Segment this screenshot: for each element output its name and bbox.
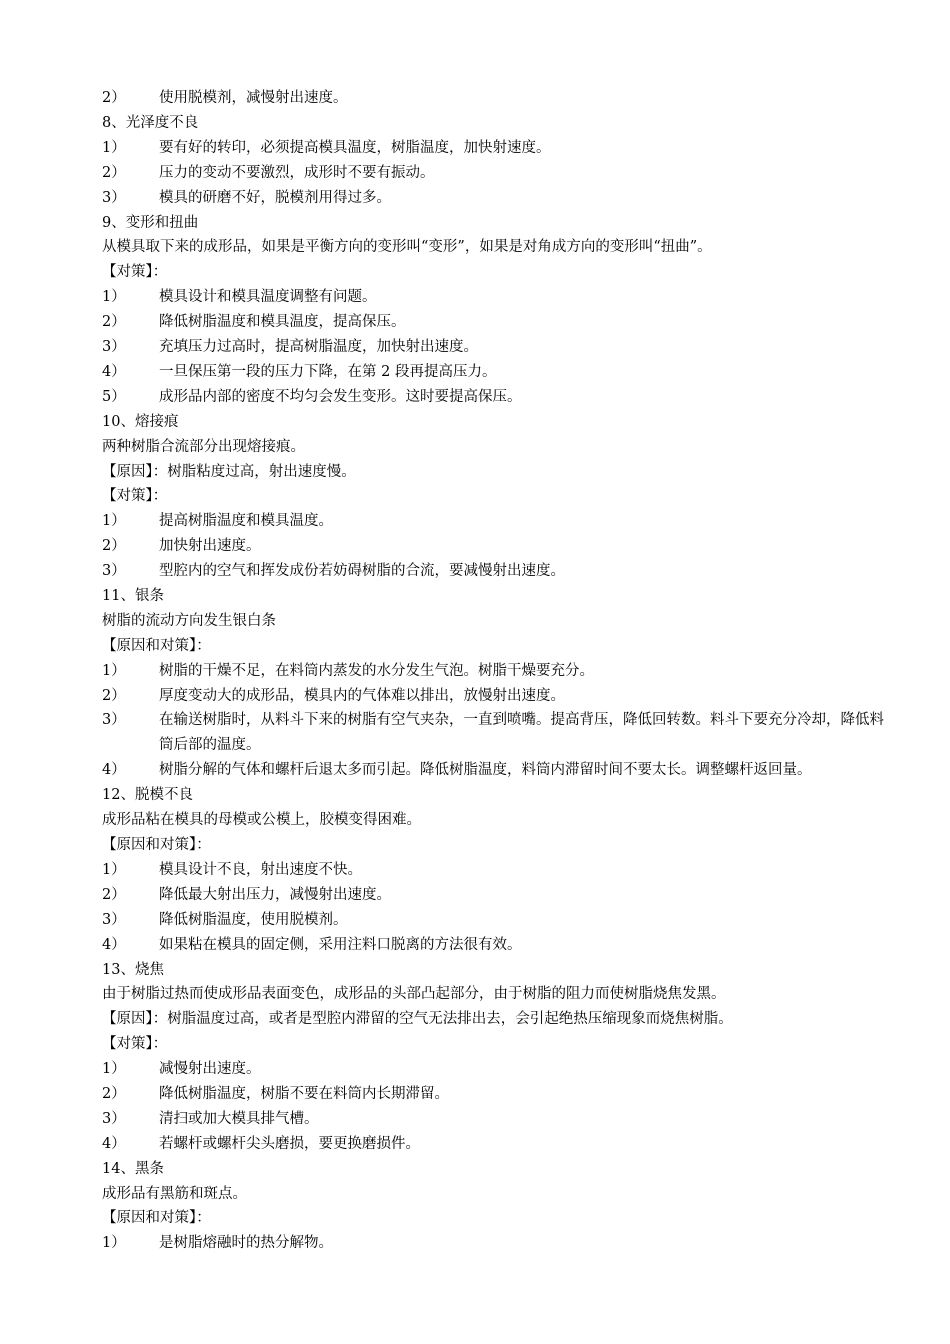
- list-item: [102, 534, 892, 559]
- paragraph: 【原因和对策】：: [102, 836, 211, 853]
- section-heading: 13、烧焦: [102, 961, 164, 978]
- list-item: [102, 684, 892, 709]
- list-item-number: 3）: [102, 563, 126, 580]
- list-item-number: 2）: [102, 90, 126, 106]
- list-item-text: 树脂分解的气体和螺杆后退太多而引起。降低树脂温度，料筒内滞留时间不要太长。调整螺杆返回量。: [159, 762, 812, 779]
- list-item-number: 2）: [102, 314, 126, 331]
- list-item: [102, 86, 892, 111]
- list-item-number: 4）: [102, 363, 126, 380]
- paragraph: 【原因和对策】：: [102, 637, 211, 654]
- paragraph: 树脂的流动方向发生银白条: [102, 612, 276, 629]
- section-heading: 9、变形和扭曲: [102, 214, 199, 231]
- list-item: [102, 186, 892, 211]
- list-item-number: 2）: [102, 1085, 126, 1102]
- list-item-text: 减慢射出速度。: [159, 1061, 261, 1078]
- list-item-text: 厚度变动大的成形品，模具内的气体难以排出，放慢射出速度。: [159, 687, 565, 704]
- list-item: [102, 1107, 892, 1132]
- list-item-number: 5）: [102, 388, 126, 405]
- list-item-text: 要有好的转印，必须提高模具温度，树脂温度，加快射速度。: [159, 139, 551, 156]
- list-item-text: 是树脂熔融时的热分解物。: [159, 1235, 333, 1252]
- list-item: [102, 659, 892, 684]
- list-item-text: 在输送树脂时，从料斗下来的树脂有空气夹杂，一直到喷嘴。提高背压，降低回转数。料斗下要充分冷却，降低料筒后部的温度。: [159, 712, 884, 754]
- list-item-number: 3）: [102, 189, 126, 206]
- section-heading: 11、银条: [102, 588, 164, 604]
- section-heading: 10、熔接痕: [102, 413, 179, 430]
- paragraph: 【对策】：: [102, 264, 168, 281]
- list-item-text: 成形品内部的密度不均匀会发生变形。这时要提高保压。: [159, 388, 522, 405]
- paragraph: 【原因】：树脂温度过高，或者是型腔内滞留的空气无法排出去，会引起绝热压缩现象而烧焦树脂。: [102, 1011, 733, 1028]
- paragraph: 【对策】：: [102, 1036, 168, 1053]
- list-item-text: 降低最大射出压力，减慢射出速度。: [159, 886, 391, 903]
- list-item-text: 树脂的干燥不足，在料筒内蒸发的水分发生气泡。树脂干燥要充分。: [159, 662, 594, 679]
- paragraph: 成形品粘在模具的母模或公模上，胶模变得困难。: [102, 812, 421, 829]
- list-item-number: 3）: [102, 712, 126, 729]
- list-item: [102, 161, 892, 186]
- list-item-number: 4）: [102, 762, 126, 779]
- list-item-text: 降低树脂温度，树脂不要在料筒内长期滞留。: [159, 1085, 449, 1102]
- list-item-number: 4）: [102, 936, 126, 953]
- list-item: [102, 883, 892, 908]
- list-item: [102, 708, 892, 758]
- list-item: [102, 385, 892, 410]
- list-item: [102, 1132, 892, 1157]
- list-item: [102, 858, 892, 883]
- list-item-number: 3）: [102, 339, 126, 355]
- list-item-number: 3）: [102, 911, 126, 928]
- list-item-text: 一旦保压第一段的压力下降，在第 2 段再提高压力。: [159, 363, 497, 380]
- list-item-text: 使用脱模剂，减慢射出速度。: [159, 90, 348, 106]
- paragraph: 【对策】：: [102, 488, 168, 505]
- paragraph: 成形品有黑筋和斑点。: [102, 1185, 247, 1202]
- list-item-number: 1）: [102, 1235, 126, 1252]
- list-item-number: 1）: [102, 662, 126, 679]
- paragraph: 两种树脂合流部分出现熔接痕。: [102, 438, 305, 455]
- paragraph: 【原因】：树脂粘度过高，射出速度慢。: [102, 463, 356, 480]
- list-item-text: 加快射出速度。: [159, 538, 261, 555]
- list-item: [102, 509, 892, 534]
- list-item: [102, 1057, 892, 1082]
- list-item-number: 1）: [102, 289, 126, 306]
- list-item-text: 型腔内的空气和挥发成份若妨碍树脂的合流，要减慢射出速度。: [159, 563, 565, 580]
- list-item-text: 清扫或加大模具排气槽。: [159, 1110, 319, 1127]
- list-item: [102, 908, 892, 933]
- list-item-text: 模具的研磨不好，脱模剂用得过多。: [159, 189, 391, 206]
- list-item-text: 若螺杆或螺杆尖头磨损，要更换磨损件。: [159, 1135, 420, 1152]
- section-heading: 12、脱模不良: [102, 787, 193, 804]
- list-item: [102, 136, 892, 161]
- list-item: [102, 285, 892, 310]
- list-item-text: 模具设计不良，射出速度不快。: [159, 861, 362, 878]
- paragraph: 从模具取下来的成形品，如果是平衡方向的变形叫“变形”，如果是对角成方向的变形叫“扭曲”。: [102, 239, 712, 256]
- list-item-number: 4）: [102, 1135, 126, 1152]
- list-item-number: 1）: [102, 1061, 126, 1078]
- list-item-text: 降低树脂温度和模具温度，提高保压。: [159, 314, 406, 331]
- list-item-number: 2）: [102, 164, 126, 181]
- list-item: [102, 310, 892, 335]
- list-item-text: 如果粘在模具的固定侧，采用注料口脱离的方法很有效。: [159, 936, 522, 953]
- list-item: [102, 335, 892, 360]
- list-item-number: 2）: [102, 687, 126, 704]
- list-item-number: 1）: [102, 861, 126, 878]
- list-item: [102, 758, 892, 783]
- list-item-text: 压力的变动不要激烈，成形时不要有振动。: [159, 164, 435, 181]
- list-item-text: 模具设计和模具温度调整有问题。: [159, 289, 377, 306]
- paragraph: 【原因和对策】：: [102, 1210, 211, 1227]
- document-page: [102, 86, 892, 1256]
- paragraph: 由于树脂过热而使成形品表面变色，成形品的头部凸起部分，由于树脂的阻力而使树脂烧焦发黑。: [102, 986, 726, 1003]
- list-item-text: 提高树脂温度和模具温度。: [159, 513, 333, 530]
- list-item-number: 1）: [102, 513, 126, 530]
- list-item: [102, 360, 892, 385]
- list-item-number: 1）: [102, 139, 126, 156]
- section-heading: 14、黑条: [102, 1160, 164, 1177]
- list-item: [102, 1231, 892, 1256]
- list-item-text: 充填压力过高时，提高树脂温度，加快射出速度。: [159, 339, 478, 355]
- list-item-number: 3）: [102, 1110, 126, 1127]
- list-item: [102, 559, 892, 584]
- list-item-text: 降低树脂温度，使用脱模剂。: [159, 911, 348, 928]
- section-heading: 8、光泽度不良: [102, 114, 199, 131]
- list-item: [102, 933, 892, 958]
- list-item: [102, 1082, 892, 1107]
- list-item-number: 2）: [102, 538, 126, 555]
- list-item-number: 2）: [102, 886, 126, 903]
